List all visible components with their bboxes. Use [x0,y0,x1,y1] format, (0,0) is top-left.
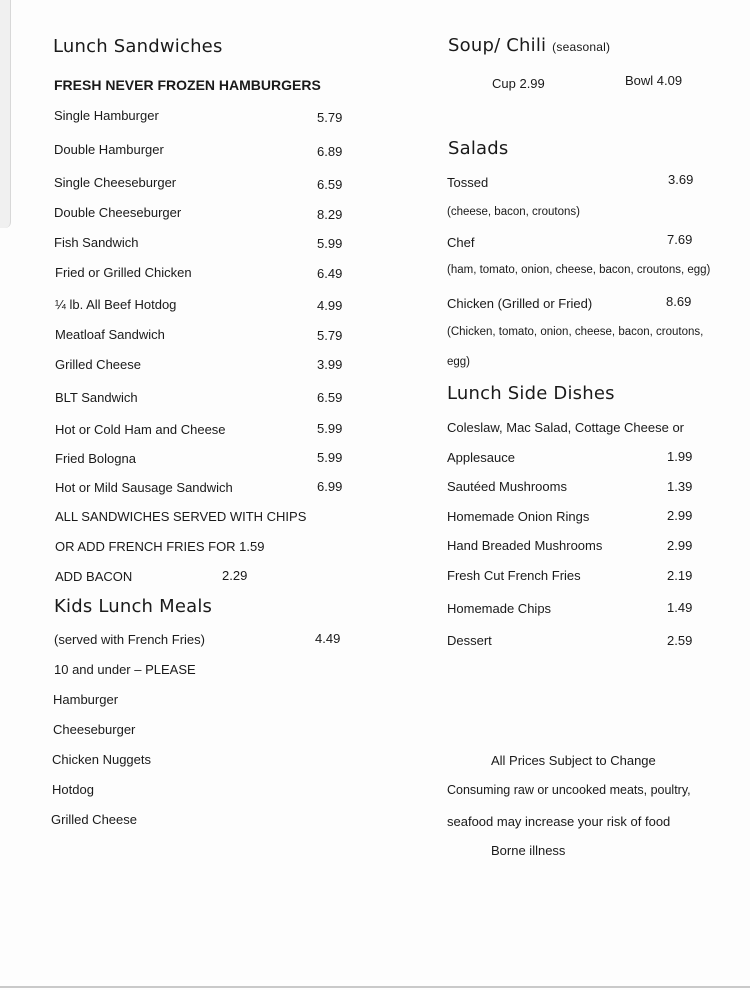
fries-note: OR ADD FRENCH FRIES FOR 1.59 [55,539,265,554]
salads-heading: Salads [448,138,509,159]
lunch-sandwiches-heading: Lunch Sandwiches [53,36,223,57]
kids-age-note: 10 and under – PLEASE [54,662,196,677]
menu-item-price: 5.79 [317,110,343,125]
menu-item-name: Double Hamburger [54,142,164,157]
bottom-edge-line [0,986,750,988]
soup-cup-price: Cup 2.99 [492,76,545,91]
menu-item-name: Grilled Cheese [55,357,141,372]
side-item-price: 1.99 [667,449,693,464]
side-item-price: 1.39 [667,479,693,494]
menu-item-name: Single Hamburger [54,108,159,123]
kids-item: Hamburger [53,692,119,707]
kids-item: Chicken Nuggets [52,752,151,767]
menu-item-price: 3.99 [317,357,343,372]
menu-item-price: 6.49 [317,266,343,281]
side-item-name: Fresh Cut French Fries [447,568,581,583]
menu-item-price: 4.99 [317,298,343,313]
salad-description-cont: egg) [447,356,471,368]
salad-name: Chef [447,235,475,250]
kids-meals-heading: Kids Lunch Meals [54,596,213,617]
salad-description: (cheese, bacon, croutons) [447,206,580,218]
burgers-heading: FRESH NEVER FROZEN HAMBURGERS [54,77,321,93]
kids-served-note: (served with French Fries) [54,632,205,647]
menu-item-price: 5.99 [317,450,343,465]
side-item-name: Dessert [447,633,492,648]
menu-item-name: Meatloaf Sandwich [55,327,165,342]
side-item-price: 2.59 [667,633,693,648]
notice-line: seafood may increase your risk of food [447,814,671,829]
notice-line: Consuming raw or uncooked meats, poultry, [447,783,691,797]
kids-item: Grilled Cheese [51,812,137,827]
menu-item-price: 8.29 [317,207,343,222]
salad-price: 7.69 [667,232,693,247]
bacon-label: ADD BACON [55,569,133,584]
kids-price: 4.49 [315,631,341,646]
salad-description: (ham, tomato, onion, cheese, bacon, croutons, egg) [447,264,711,276]
menu-item-name: BLT Sandwich [55,390,138,405]
menu-item-name: Fried or Grilled Chicken [55,265,192,280]
menu-item-name: Hot or Cold Ham and Cheese [55,422,226,437]
bacon-price: 2.29 [222,568,248,583]
notice-line: All Prices Subject to Change [491,753,656,768]
menu-item-price: 6.59 [317,390,343,405]
chips-note: ALL SANDWICHES SERVED WITH CHIPS [55,509,307,524]
salad-name: Chicken (Grilled or Fried) [447,296,593,311]
menu-item-name: Fried Bologna [55,451,136,466]
side-dishes-heading: Lunch Side Dishes [447,383,615,404]
menu-item-price: 5.99 [317,421,343,436]
menu-item-price: 5.99 [317,236,343,251]
salad-price: 8.69 [666,294,692,309]
salad-name: Tossed [447,175,489,190]
side-item-price: 2.99 [667,508,693,523]
soup-chili-heading [448,37,610,55]
soup-seasonal-note: (seasonal) [552,40,611,54]
soup-bowl-price: Bowl 4.09 [625,73,683,88]
salad-description: (Chicken, tomato, onion, cheese, bacon, croutons, [447,326,704,338]
menu-item-name: Double Cheeseburger [54,205,182,220]
menu-item-name: Hot or Mild Sausage Sandwich [55,480,233,495]
side-item-name: Hand Breaded Mushrooms [447,538,603,553]
kids-item: Hotdog [52,782,94,797]
notice-line: Borne illness [491,843,566,858]
menu-item-name: Single Cheeseburger [54,175,177,190]
menu-item-price: 6.59 [317,177,343,192]
sides-line: Coleslaw, Mac Salad, Cottage Cheese or [447,420,685,435]
side-item-name: Homemade Onion Rings [447,509,590,524]
menu-item-price: 5.79 [317,328,343,343]
side-item-name: Sautéed Mushrooms [447,479,567,494]
menu-item-name: Fish Sandwich [54,235,139,250]
kids-item: Cheeseburger [53,722,136,737]
soup-chili-title: Soup/ Chili [448,35,547,56]
side-item-price: 1.49 [667,600,693,615]
menu-item-price: 6.99 [317,479,343,494]
menu-item-price: 6.89 [317,144,343,159]
side-item-price: 2.99 [667,538,693,553]
page-edge-shadow [0,0,11,228]
side-item-price: 2.19 [667,568,693,583]
side-item-name: Homemade Chips [447,601,552,616]
side-item-name: Applesauce [447,450,515,465]
salad-price: 3.69 [668,172,694,187]
menu-item-name: ¼ lb. All Beef Hotdog [55,297,177,312]
